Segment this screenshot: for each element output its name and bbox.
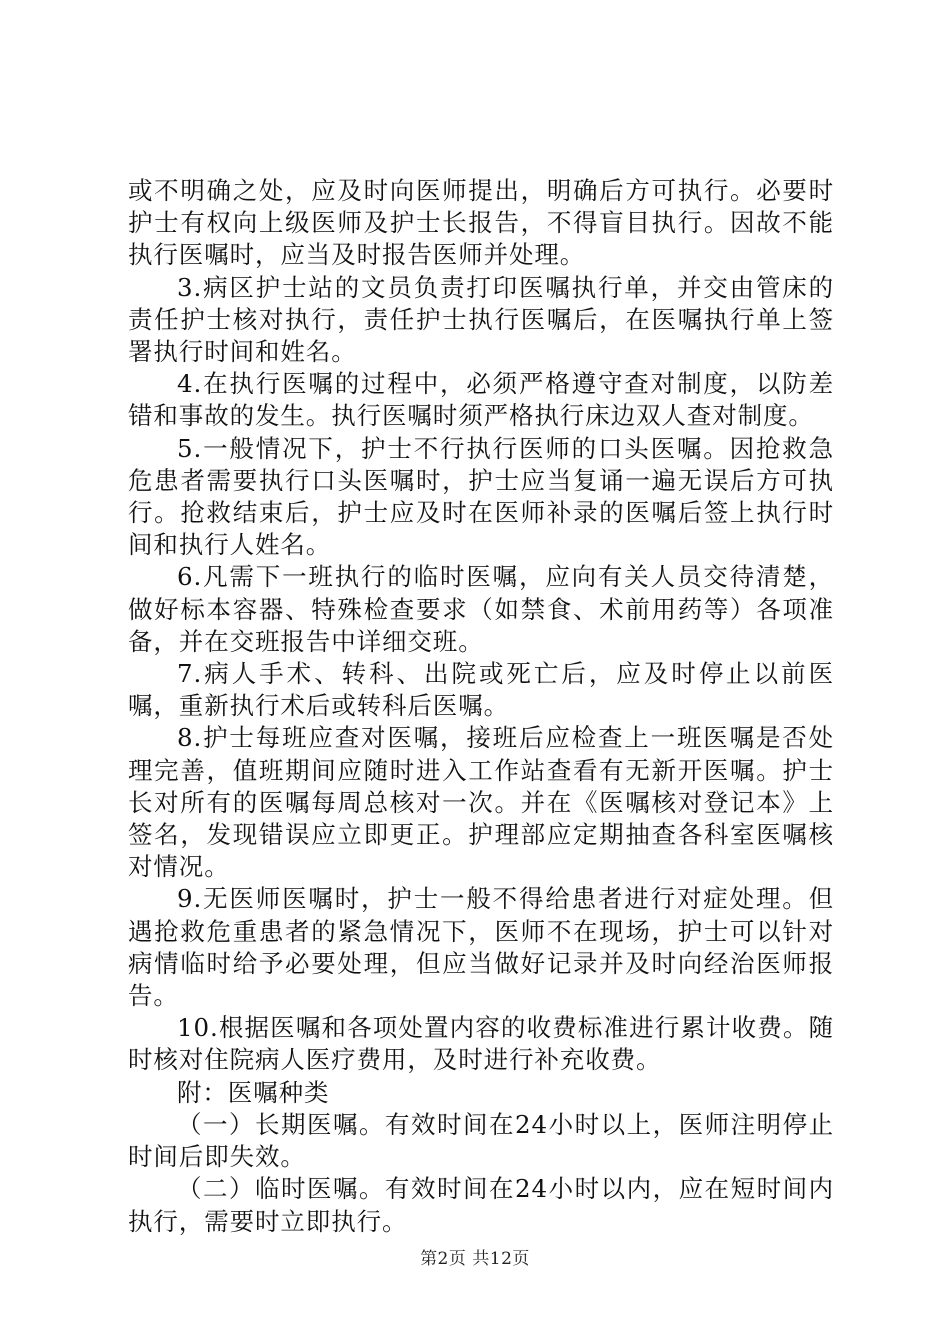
paragraph: 8.护士每班应查对医嘱，接班后应检查上一班医嘱是否处理完善，值班期间应随时进入工作站查看有无新开医嘱。护士长对所有的医嘱每周总核对一次。并在《医嘱核对登记本》上签名，发现错误应立即更正。护理部应定期抽查各科室医嘱核对情况。 — [128, 723, 834, 882]
paragraph: 或不明确之处，应及时向医师提出，明确后方可执行。必要时护士有权向上级医师及护士长报告，不得盲目执行。因故不能执行医嘱时，应当及时报告医师并处理。 — [128, 176, 834, 270]
paragraph: 3.病区护士站的文员负责打印医嘱执行单，并交由管床的责任护士核对执行，责任护士执行医嘱后，在医嘱执行单上签署执行时间和姓名。 — [128, 272, 834, 367]
appendix-heading: 附：医嘱种类 — [177, 1077, 330, 1107]
paragraph: 7.病人手术、转科、出院或死亡后，应及时停止以前医嘱，重新执行术后或转科后医嘱。 — [128, 659, 834, 721]
paragraph: 5.一般情况下，护士不行执行医师的口头医嘱。因抢救急危患者需要执行口头医嘱时，护士应当复诵一遍无误后方可执行。抢救结束后，护士应及时在医师补录的医嘱后签上执行时间和执行人姓名。 — [128, 433, 834, 560]
document-body — [128, 175, 834, 1238]
paragraph: 9.无医师医嘱时，护士一般不得给患者进行对症处理。但遇抢救危重患者的紧急情况下，医师不在现场，护士可以针对病情临时给予必要处理，但应当做好记录并及时向经治医师报告。 — [128, 884, 834, 1011]
appendix-item: （二）临时医嘱。有效时间在24小时以内，应在短时间内执行，需要时立即执行。 — [128, 1174, 834, 1236]
paragraph: 6.凡需下一班执行的临时医嘱，应向有关人员交待清楚，做好标本容器、特殊检查要求（如禁食、术前用药等）各项准备，并在交班报告中详细交班。 — [128, 562, 834, 656]
appendix-item: （一）长期医嘱。有效时间在24小时以上，医师注明停止时间后即失效。 — [128, 1109, 834, 1172]
paragraph: 4.在执行医嘱的过程中，必须严格遵守查对制度，以防差错和事故的发生。执行医嘱时须严格执行床边双人查对制度。 — [128, 369, 834, 431]
paragraph: 10.根据医嘱和各项处置内容的收费标准进行累计收费。随时核对住院病人医疗费用，及时进行补充收费。 — [128, 1013, 834, 1075]
page-number-footer: 第2页 共12页 — [420, 1249, 530, 1269]
